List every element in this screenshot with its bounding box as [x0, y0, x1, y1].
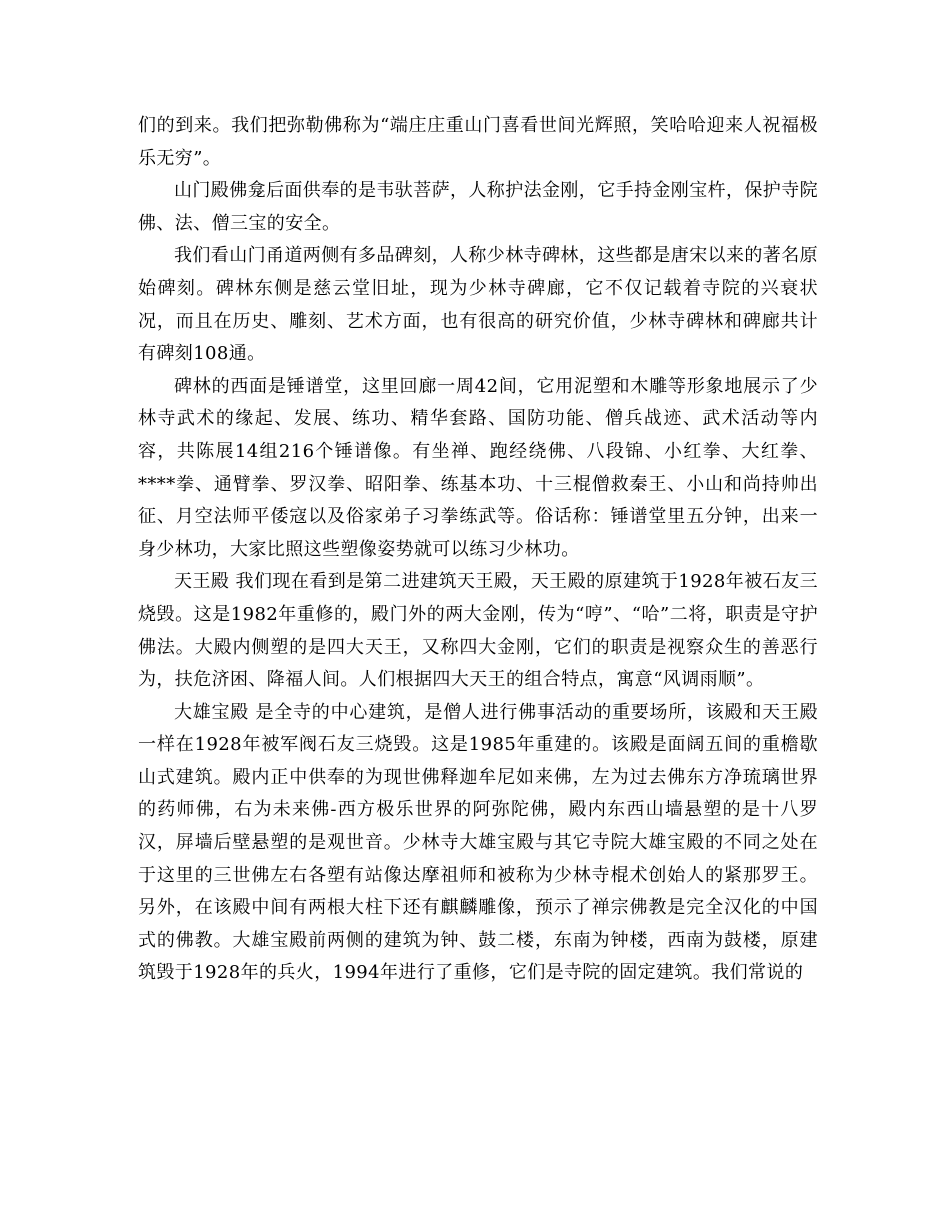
paragraph-weituo: 山门殿佛龛后面供奉的是韦驮菩萨，人称护法金刚，它手持金刚宝杵，保护寺院佛、法、僧三宝的安全。: [138, 180, 818, 234]
paragraph-continuation: 们的到来。我们把弥勒佛称为“端庄庄重山门喜看世间光辉照，笑哈哈迎来人祝福极乐无穷”。: [138, 115, 818, 169]
paragraph-daxiong-hall: 大雄宝殿 是全寺的中心建筑，是僧人进行佛事活动的重要场所，该殿和天王殿一样在1928年被军阀石友三烧毁。这是1985年重建的。该殿是面阔五间的重檐歇山式建筑。殿内正中供奉的为现世佛释迦牟尼如来佛，左为过去佛东方净琉璃世界的药师佛，右为未来佛-西方极乐世界的阿弥陀佛，殿内东西山墙悬塑的是十八罗汉，屏墙后壁悬塑的是观世音。少林寺大雄宝殿与其它寺院大雄宝殿的不同之处在于这里的三世佛左右各塑有站像达摩祖师和被称为少林寺棍术创始人的紧那罗王。另外，在该殿中间有两根大柱下还有麒麟雕像，预示了禅宗佛教是完全汉化的中国式的佛教。大雄宝殿前两侧的建筑为钟、鼓二楼，东南为钟楼，西南为鼓楼，原建筑毁于1928年的兵火，1994年进行了重修，它们是寺院的固定建筑。我们常说的: [138, 701, 818, 984]
paragraph-tianwang-hall: 天王殿 我们现在看到是第二进建筑天王殿，天王殿的原建筑于1928年被石友三烧毁。这是1982年重修的，殿门外的两大金刚，传为“哼”、“哈”二将，职责是守护佛法。大殿内侧塑的是四大天王，又称四大金刚，它们的职责是视察众生的善恶行为，扶危济困、降福人间。人们根据四大天王的组合特点，寓意“风调雨顺”。: [138, 571, 818, 691]
paragraph-stele-forest: 我们看山门甬道两侧有多品碑刻，人称少林寺碑林，这些都是唐宋以来的著名原始碑刻。碑林东侧是慈云堂旧址，现为少林寺碑廊，它不仅记载着寺院的兴衰状况，而且在历史、雕刻、艺术方面，也有很高的研究价值，少林寺碑林和碑廊共计有碑刻108通。: [138, 245, 818, 365]
document-body: [138, 110, 818, 990]
paragraph-chuipu-hall: 碑林的西面是锤谱堂，这里回廊一周42间，它用泥塑和木雕等形象地展示了少林寺武术的缘起、发展、练功、精华套路、国防功能、僧兵战迹、武术活动等内容，共陈展14组216个锤谱像。有坐禅、跑经绕佛、八段锦、小红拳、大红拳、****拳、通臂拳、罗汉拳、昭阳拳、练基本功、十三棍僧救秦王、小山和尚持帅出征、月空法师平倭寇以及俗家弟子习拳练武等。俗话称：锤谱堂里五分钟，出来一身少林功，大家比照这些塑像姿势就可以练习少林功。: [138, 375, 818, 560]
